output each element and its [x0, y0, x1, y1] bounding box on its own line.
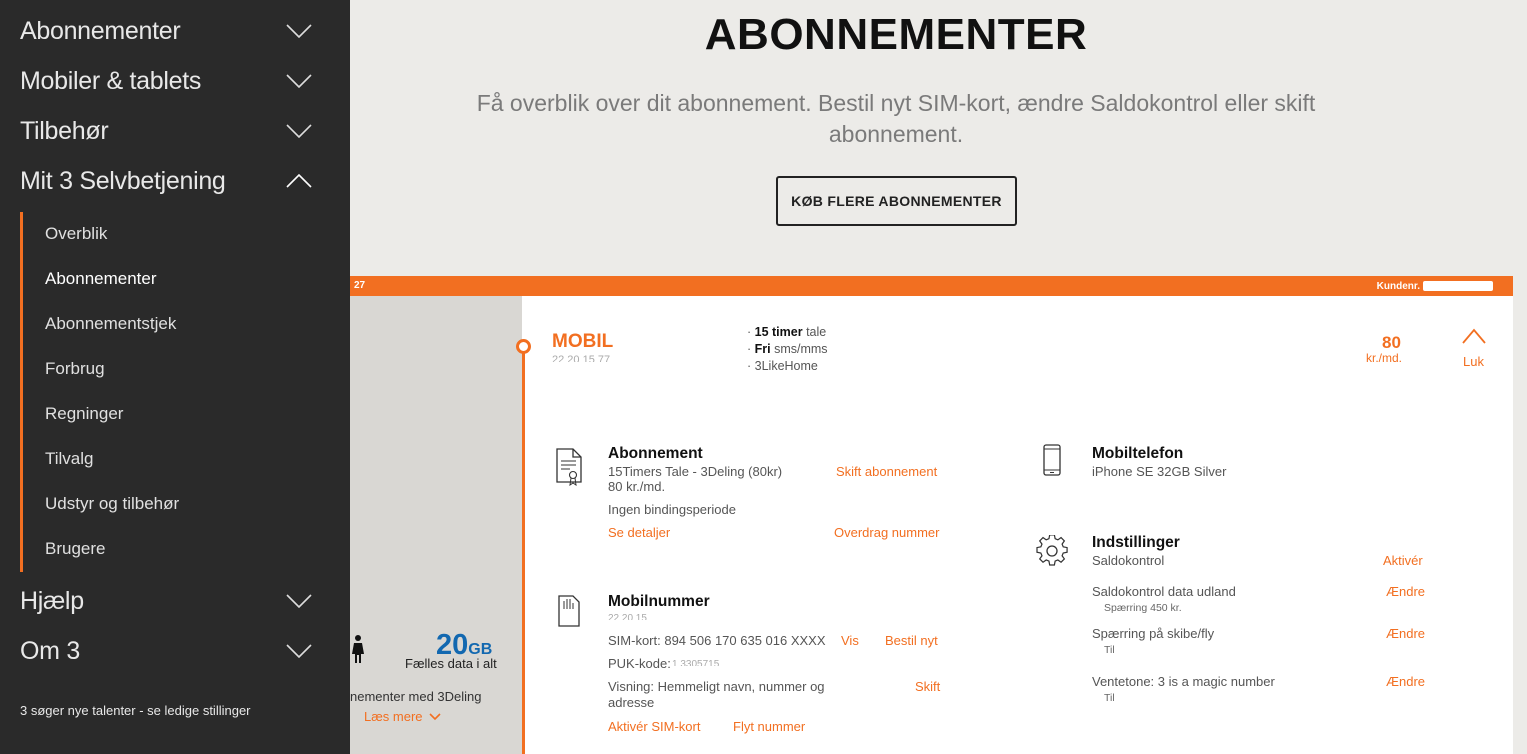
change-subscription-link[interactable]: Skift abonnement [836, 464, 938, 479]
nav-item-tilbehoer[interactable]: Tilbehør [20, 117, 109, 145]
careers-link[interactable]: 3 søger nye talenter - se ledige stillinger [20, 703, 251, 718]
nav-item-hjaelp[interactable]: Hjælp [20, 587, 84, 615]
gear-icon [1036, 535, 1068, 572]
change-data-abroad-link[interactable]: Ændre [1386, 584, 1426, 599]
transfer-number-link[interactable]: Overdrag nummer [834, 525, 940, 540]
subnav-udstyr[interactable]: Udstyr og tilbehør [45, 494, 180, 513]
document-icon [556, 448, 582, 491]
subscription-number: 22 20 15 77 [552, 354, 611, 362]
buy-more-subscriptions-button[interactable]: KØB FLERE ABONNEMENTER [776, 176, 1017, 226]
chevron-down-icon[interactable] [286, 24, 312, 38]
page-subtitle: Få overblik over dit abonnement. Bestil nyt SIM-kort, ændre Saldokontrol eller skift abonnement. [476, 90, 1316, 147]
account-bar-left: 27 [354, 280, 366, 291]
order-new-sim-link[interactable]: Bestil nyt [885, 633, 938, 648]
shared-data-panel [350, 296, 522, 754]
puk-label: PUK-kode: [608, 656, 671, 671]
smartphone-icon [1043, 444, 1061, 481]
selfservice-submenu [20, 212, 350, 572]
setting-label: Saldokontrol data udland [1092, 584, 1236, 599]
shared-subscriptions-text: nementer med 3Deling [350, 689, 482, 704]
setting-label: Saldokontrol [1092, 553, 1165, 568]
setting-value: Spærring 450 kr. [1104, 602, 1182, 614]
abonnement-price: 80 kr./md. [608, 479, 666, 494]
nav-item-abonnementer[interactable]: Abonnementer [20, 17, 181, 45]
timeline-line [522, 350, 525, 754]
feature-item: · 3LikeHome [747, 359, 818, 373]
chevron-down-icon[interactable] [286, 74, 312, 88]
activate-sim-link[interactable]: Aktivér SIM-kort [608, 719, 701, 734]
subnav-regninger[interactable]: Regninger [45, 404, 124, 423]
chevron-up-icon[interactable] [286, 174, 312, 188]
sidebar [0, 0, 350, 754]
nav-item-mobiler-tablets[interactable]: Mobiler & tablets [20, 67, 202, 95]
mobilnummer-heading: Mobilnummer [608, 593, 710, 610]
chevron-down-icon[interactable] [286, 594, 312, 608]
abonnement-plan: 15Timers Tale - 3Deling (80kr) [608, 464, 783, 479]
close-details-link[interactable]: Luk [1463, 354, 1484, 369]
device-name: iPhone SE 32GB Silver [1092, 464, 1227, 479]
subnav-forbrug[interactable]: Forbrug [45, 359, 105, 378]
see-details-link[interactable]: Se detaljer [608, 525, 671, 540]
setting-value: Til [1104, 692, 1115, 704]
indstillinger-heading: Indstillinger [1092, 534, 1180, 551]
redacted-customer-number [1423, 281, 1493, 291]
mobiltelefon-heading: Mobiltelefon [1092, 445, 1184, 462]
read-more-link[interactable]: Læs mere [364, 709, 441, 724]
page-title: ABONNEMENTER [704, 10, 1088, 59]
chevron-down-icon[interactable] [286, 124, 312, 138]
subnav-abonnementer[interactable]: Abonnementer [45, 269, 157, 288]
customer-number: Kundenr. [1377, 281, 1493, 292]
puk-code: 1 3305715 [672, 659, 720, 666]
subnav-brugere[interactable]: Brugere [45, 539, 106, 558]
chevron-up-icon[interactable] [1462, 328, 1486, 344]
subscription-type: MOBIL [552, 331, 614, 352]
mobilnummer-number: 22 20 15 [608, 613, 647, 620]
activate-saldokontrol-link[interactable]: Aktivér [1383, 553, 1423, 568]
change-ringback-tone-link[interactable]: Ændre [1386, 674, 1426, 689]
nav-item-mit3-selvbetjening[interactable]: Mit 3 Selvbetjening [20, 167, 226, 195]
person-icon [351, 634, 365, 664]
shared-data-amount: 20GB [436, 629, 493, 661]
chevron-down-icon [429, 713, 441, 721]
subscription-price-unit: kr./md. [1366, 351, 1403, 365]
abonnement-heading: Abonnement [608, 445, 703, 462]
nav-item-om3[interactable]: Om 3 [20, 637, 80, 665]
abonnement-binding: Ingen bindingsperiode [608, 502, 736, 517]
sim-card-icon [558, 595, 580, 632]
setting-value: Til [1104, 644, 1115, 656]
account-bar [350, 276, 1513, 296]
show-sim-link[interactable]: Vis [841, 633, 859, 648]
subnav-overblik[interactable]: Overblik [45, 224, 108, 243]
subnav-tilvalg[interactable]: Tilvalg [45, 449, 94, 468]
subnav-abonnementstjek[interactable]: Abonnementstjek [45, 314, 177, 333]
subscription-price: 80 [1382, 333, 1401, 352]
move-number-link[interactable]: Flyt nummer [733, 719, 806, 734]
feature-item: · 15 timer tale [747, 325, 827, 339]
sim-card-number: SIM-kort: 894 506 170 635 016 XXXX [608, 633, 826, 648]
shared-data-label: Fælles data i alt [405, 656, 497, 671]
timeline-dot [516, 339, 531, 354]
setting-label: Ventetone: 3 is a magic number [1092, 674, 1275, 689]
feature-item: · Fri sms/mms [747, 342, 828, 356]
display-setting: Visning: Hemmeligt navn, nummer og adresse [608, 679, 825, 710]
setting-label: Spærring på skibe/fly [1092, 626, 1215, 641]
change-display-link[interactable]: Skift [915, 679, 941, 694]
change-ship-flight-block-link[interactable]: Ændre [1386, 626, 1426, 641]
chevron-down-icon[interactable] [286, 644, 312, 658]
